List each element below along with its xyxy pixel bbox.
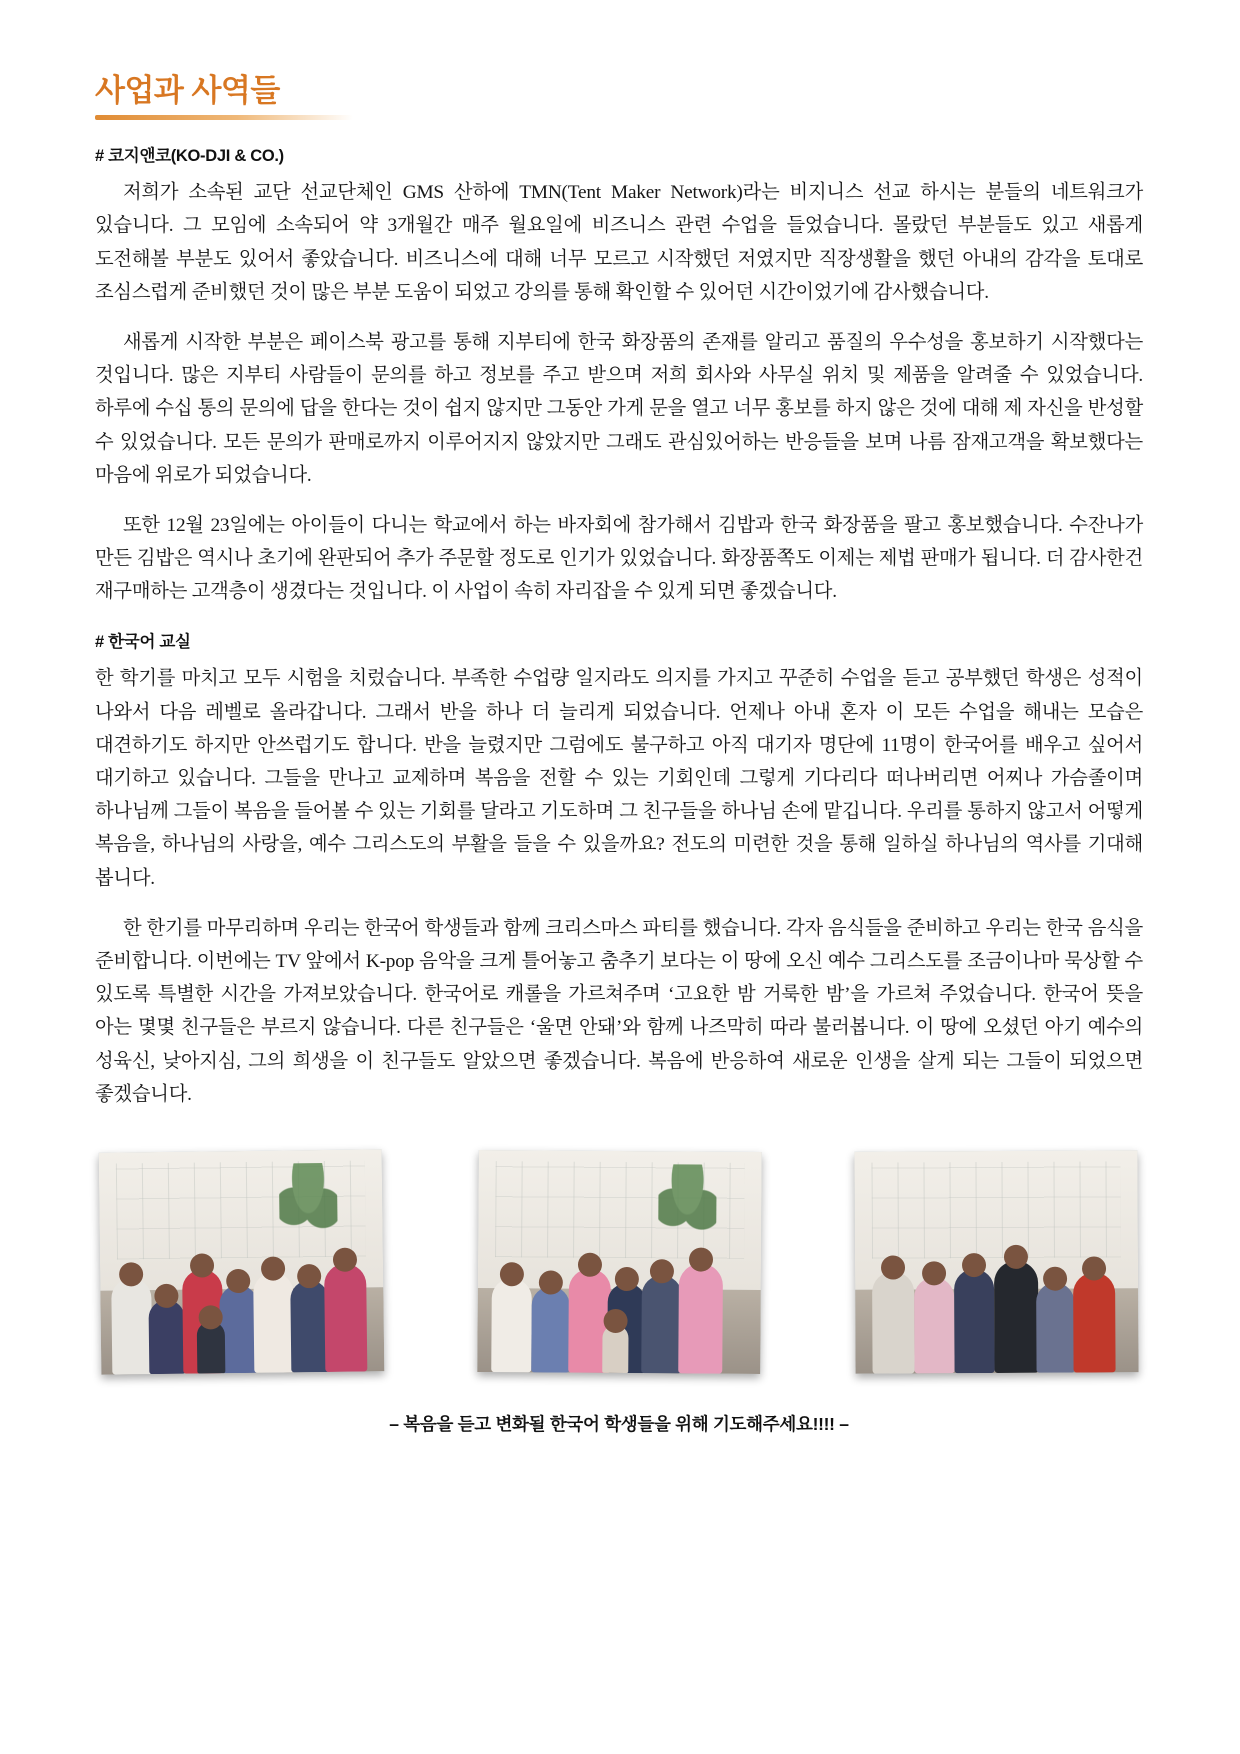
photo-people [99, 1202, 384, 1374]
section-heading-business: # 코지앤코(KO-DJI & CO.) [95, 147, 284, 166]
paragraph: 한 한기를 마무리하며 우리는 한국어 학생들과 함께 크리스마스 파티를 했습니다. 각자 음식들을 준비하고 우리는 한국 음식을 준비합니다. 이번에는 TV 앞에서 K-pop 음악을 크게 틀어놓고 춤추기 보다는 이 땅에 오신 예수 그리스도를 조금이나마 묵상할 수 있도록 특별한 시간을 가져보았습니다. 한국어로 캐롤을 가르쳐주며 ‘고요한 밤 거룩한 밤’을 가르쳐 주었습니다. 한국어 뜻을 아는 몇몇 친구들은 부르지 않습니다. 다른 친구들은 ‘울면 안돼’와 함께 나즈막히 따라 불러봅니다. 이 땅에 오셨던 아기 예수의 성육신, 낮아지심, 그의 희생을 이 친구들도 알았으면 좋겠습니다. 복음에 반응하여 새로운 인생을 살게 되는 그들이 되었으면 좋겠습니다. [95, 917, 1143, 1105]
section-heading-korean-class: # 한국어 교실 [95, 633, 191, 652]
paragraph: 한 학기를 마치고 모두 시험을 치렀습니다. 부족한 수업량 일지라도 의지를 가지고 꾸준히 수업을 듣고 공부했던 학생은 성적이 나와서 다음 레벨로 올라갑니다. 그래서 반을 하나 더 늘리게 되었습니다. 언제나 아내 혼자 이 모든 수업을 해내는 모습은 대견하기도 하지만 안쓰럽기도 합니다. 반을 늘렸지만 그럼에도 불구하고 아직 대기자 명단에 11명이 한국어를 배우고 싶어서 대기하고 있습니다. 그들을 만나고 교제하며 복음을 전할 수 있는 기회인데 그렇게 기다리다 떠나버리면 어찌나 가슴졸이며 하나님께 그들이 복음을 들어볼 수 있는 기회를 달라고 기도하며 그 친구들을 하나님 손에 맡깁니다. 우리를 통하지 않고서 어떻게 복음을, 하나님의 사랑을, 예수 그리스도의 부활을 들을 수 있을까요? 전도의 미련한 것을 통해 일하실 하나님의 역사를 기대해 봅니다. [95, 668, 1144, 889]
paragraph: 새롭게 시작한 부분은 페이스북 광고를 통해 지부티에 한국 화장품의 존재를 알리고 품질의 우수성을 홍보하기 시작했다는 것입니다. 많은 지부티 사람들이 문의를 하고 정보를 주고 받으며 저희 회사와 사무실 위치 및 제품을 알려줄 수 있었습니다. 하루에 수십 통의 문의에 답을 한다는 것이 쉽지 않지만 그동안 가게 문을 열고 너무 홍보를 하지 않은 것에 대해 제 자신을 반성할 수 있었습니다. 모든 문의가 판매로까지 이루어지지 않았지만 그래도 관심있어하는 반응들을 보며 나름 잠재고객을 확보했다는 마음에 위로가 되었습니다. [95, 331, 1143, 486]
photo-people [855, 1203, 1139, 1373]
page-title: 사업과 사역들 [95, 73, 280, 108]
group-photo-3 [854, 1150, 1138, 1373]
photo-row [95, 1151, 1143, 1373]
paragraph: 또한 12월 23일에는 아이들이 다니는 학교에서 하는 바자회에 참가해서 김밥과 한국 화장품을 팔고 홍보했습니다. 수잔나가 만든 김밥은 역시나 초기에 완판되어 추가 주문할 정도로 인기가 있었습니다. 화장품쪽도 이제는 제법 판매가 됩니다. 더 감사한건 재구매하는 고객층이 생겼다는 것입니다. 이 사업이 속히 자리잡을 수 있게 되면 좋겠습니다. [95, 514, 1143, 603]
page-content [95, 72, 1143, 1436]
paragraph: 저희가 소속된 교단 선교단체인 GMS 산하에 TMN(Tent Maker Network)라는 비지니스 선교 하시는 분들의 네트워크가 있습니다. 그 모임에 소속되어 약 3개월간 매주 월요일에 비즈니스 관련 수업을 들었습니다. 몰랐던 부분들도 있고 새롭게 도전해볼 부분도 있어서 좋았습니다. 비즈니스에 대해 너무 모르고 시작했던 저였지만 직장생활을 했던 아내의 감각을 토대로 조심스럽게 준비했던 것이 많은 부분 도움이 되었고 강의를 통해 확인할 수 있어던 시간이었기에 감사했습니다. [95, 182, 1143, 303]
group-photo-2 [477, 1150, 762, 1374]
title-underline-rule [95, 115, 353, 120]
photo-people [477, 1203, 761, 1374]
photo-caption: – 복음을 듣고 변화될 한국어 학생들을 위해 기도해주세요!!!! – [389, 1413, 849, 1434]
group-photo-1 [99, 1149, 385, 1374]
